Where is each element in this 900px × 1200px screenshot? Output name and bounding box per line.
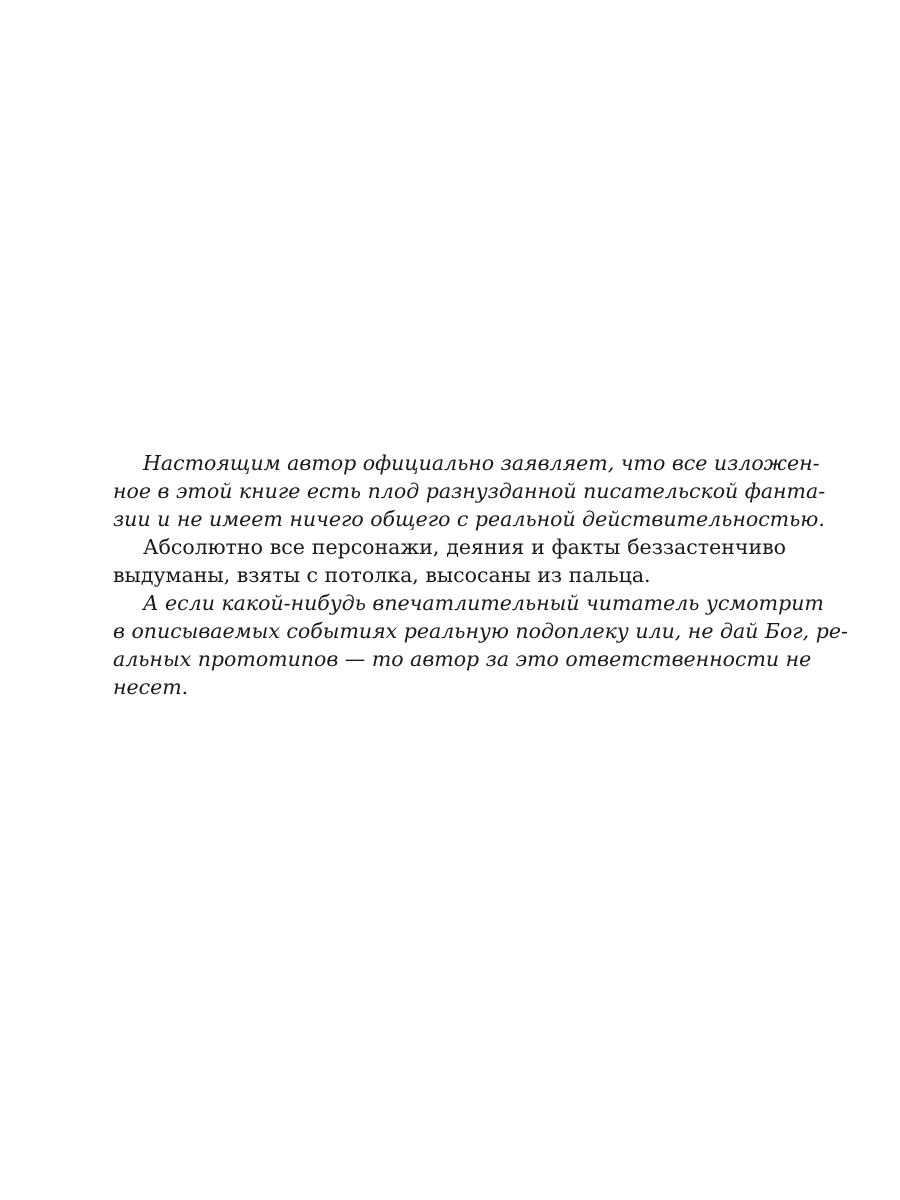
text-line: несет. bbox=[113, 675, 189, 699]
text-line: А если какой-нибудь впечатлительный читатель усмотрит bbox=[143, 591, 824, 615]
text-line: Абсолютно все персонажи, деяния и факты беззастенчиво bbox=[143, 535, 786, 559]
disclaimer-paragraph-1 bbox=[113, 449, 826, 533]
disclaimer-block bbox=[113, 449, 848, 701]
disclaimer-paragraph-2 bbox=[113, 533, 786, 589]
text-line: в описываемых событиях реальную подоплеку или, не дай Бог, ре- bbox=[113, 619, 848, 643]
text-line: Настоящим автор официально заявляет, что все изложен- bbox=[143, 451, 820, 475]
text-line: выдуманы, взяты с потолка, высосаны из пальца. bbox=[113, 563, 651, 587]
text-line: альных прототипов — то автор за это ответственности не bbox=[113, 647, 812, 671]
text-line: ное в этой книге есть плод разнузданной писательской фанта- bbox=[113, 479, 826, 503]
disclaimer-paragraph-3 bbox=[113, 589, 848, 701]
text-line: зии и не имеет ничего общего с реальной действительностью. bbox=[113, 507, 825, 531]
